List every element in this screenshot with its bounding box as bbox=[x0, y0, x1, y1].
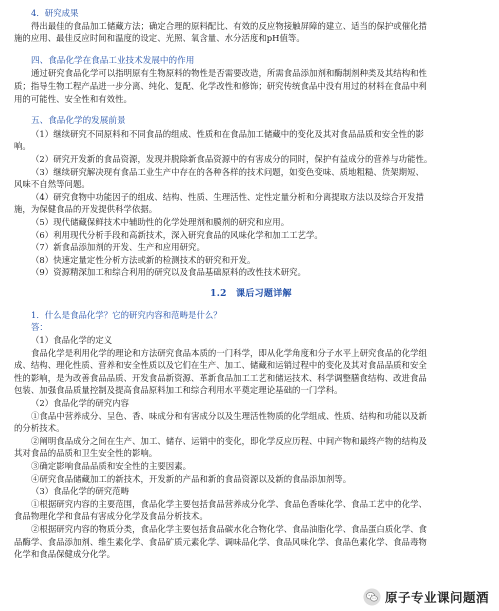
answer-subheading: （3）食品化学的研究范畴 bbox=[31, 486, 130, 497]
answer-body-line: 其对食品的品质和卫生安全性的影响。 bbox=[14, 448, 158, 459]
answer-body-line: 食品物理化学和食品有害成分化学及食品分析技术。 bbox=[14, 511, 208, 522]
list-item: （7）新食品添加剂的开发、生产和应用研究。 bbox=[31, 242, 205, 253]
list-item: （9）资源精深加工和综合利用的研究以及食品基础原料的改性技术研究。 bbox=[31, 267, 306, 278]
list-item: （4）研究食物中功能因子的组成、结构、性质、生理活性、定性定量分析和分离提取方法以及综合开发措 bbox=[31, 191, 424, 202]
section-4-body-line: 得出最佳的食品加工储藏方法；确定合理的原料配比、有效的反应物接触屏障的建立、适当的保护或催化措 bbox=[31, 20, 427, 31]
chapter-4-body-line: 用的可能性、安全性和有效性。 bbox=[14, 93, 132, 104]
list-item: （6）利用现代分析手段和高新技术，深入研究食品的风味化学和加工工艺学。 bbox=[31, 229, 323, 240]
list-item: （5）现代储藏保鲜技术中辅助性的化学处理剂和膜剂的研究和应用。 bbox=[31, 216, 290, 227]
answer-body-line: ①食品中营养成分、呈色、香、味成分和有害成分以及生理活性物质的化学组成、性质、结构和功能以及新 bbox=[31, 410, 427, 421]
watermark-text: 原子专业课问题酒 bbox=[384, 590, 489, 605]
answer-body-line: ②阐明食品成分之间在生产、加工、储存、运销中的变化，即化学反应历程、中间产物和最终产物的结构及 bbox=[31, 435, 427, 446]
list-item: （8）快速定量定性分析方法或新的检测技术的研究和开发。 bbox=[31, 254, 256, 265]
answer-body-line: ②根据研究内容的物质分类，食品化学主要包括食品碳水化合物化学、食品油脂化学、食品蛋白质化学、食 bbox=[31, 523, 427, 534]
answer-subheading: （2）食品化学的研究内容 bbox=[31, 398, 130, 409]
answer-body-line: 性的影响，是为改善食品品质、开发食品新资源、革新食品加工工艺和储运技术、科学调整膳食结构、改进食品 bbox=[14, 372, 427, 383]
answer-body-line: 品酶学、食品添加剂、维生素化学、食品矿质元素化学、调味品化学、食品风味化学、食品色素化学、食品毒物 bbox=[14, 536, 427, 547]
question-title: 1．什么是食品化学？它的研究内容和范畴是什么？ bbox=[31, 309, 222, 320]
answer-body-line: 食品化学是利用化学的理论和方法研究食品本质的一门科学，即从化学角度和分子水平上研究食品的化学组 bbox=[31, 347, 427, 358]
answer-body-line: 的分析技术。 bbox=[14, 423, 65, 434]
section-4-heading: 4．研究成果 bbox=[31, 8, 79, 18]
answer-body-line: ③确定影响食品品质和安全性的主要因素。 bbox=[31, 461, 192, 471]
section-4-body-line: 施的应用、最佳反应时间和温度的设定、光照、氧含量、水分活度和pH值等。 bbox=[14, 33, 305, 44]
wechat-icon bbox=[363, 588, 381, 606]
answer-body-line: 成、结构、理化性质、营养和安全性质以及它们在生产、加工、储藏和运销过程中的变化及其对食品品质和安全 bbox=[14, 360, 427, 371]
answer-body-line: 包装、加强食品质量控制及提高食品原料加工和综合利用水平奠定理论基础的一门学科。 bbox=[14, 385, 343, 396]
chapter-4-heading: 四、食品化学在食品工业技术发展中的作用 bbox=[31, 55, 195, 66]
chapter-4-body-line: 质；指导生物工程产品进一步分离、纯化、复配、化学改性和修饰；研究传统食品中没有用过的材料在食品中利 bbox=[14, 80, 427, 91]
answer-subheading: （1）食品化学的定义 bbox=[31, 335, 113, 346]
answer-label: 答： bbox=[31, 322, 48, 333]
section-title: 1.2 课后习题详解 bbox=[210, 288, 292, 299]
list-item: （2）研究开发新的食品资源，发现并脱除新食品资源中的有害成分的同时，保护有益成分的营养与功能性。 bbox=[31, 153, 433, 164]
chapter-4-body-line: 通过研究食品化学可以指明原有生物原料的物性是否需要改造，所需食品添加剂和酶制剂种类及其结构和性 bbox=[31, 68, 427, 79]
list-item: 风味不自然等问题。 bbox=[14, 179, 90, 190]
list-item: （1）继续研究不同原料和不同食品的组成、性质和在食品加工储藏中的变化及其对食品品质和安全性的影 bbox=[31, 128, 424, 139]
list-item: 施，为保健食品的开发提供科学依据。 bbox=[14, 204, 158, 215]
list-item: 响。 bbox=[14, 141, 31, 152]
watermark bbox=[361, 586, 493, 608]
answer-body-line: ①根据研究内容的主要范围，食品化学主要包括食品营养成分化学、食品色香味化学、食品工艺中的化学、 bbox=[31, 498, 427, 509]
answer-body-line: 化学和食品保健成分化学。 bbox=[14, 549, 116, 560]
chapter-5-heading: 五、食品化学的发展前景 bbox=[31, 116, 126, 127]
answer-body-line: ④研究食品储藏加工的新技术，开发新的产品和新的食品资源以及新的食品添加剂等。 bbox=[31, 473, 352, 484]
list-item: （3）继续研究解决现有食品工业生产中存在的各种各样的技术问题，如变色变味、质地粗糙、货架期短、 bbox=[31, 166, 424, 177]
